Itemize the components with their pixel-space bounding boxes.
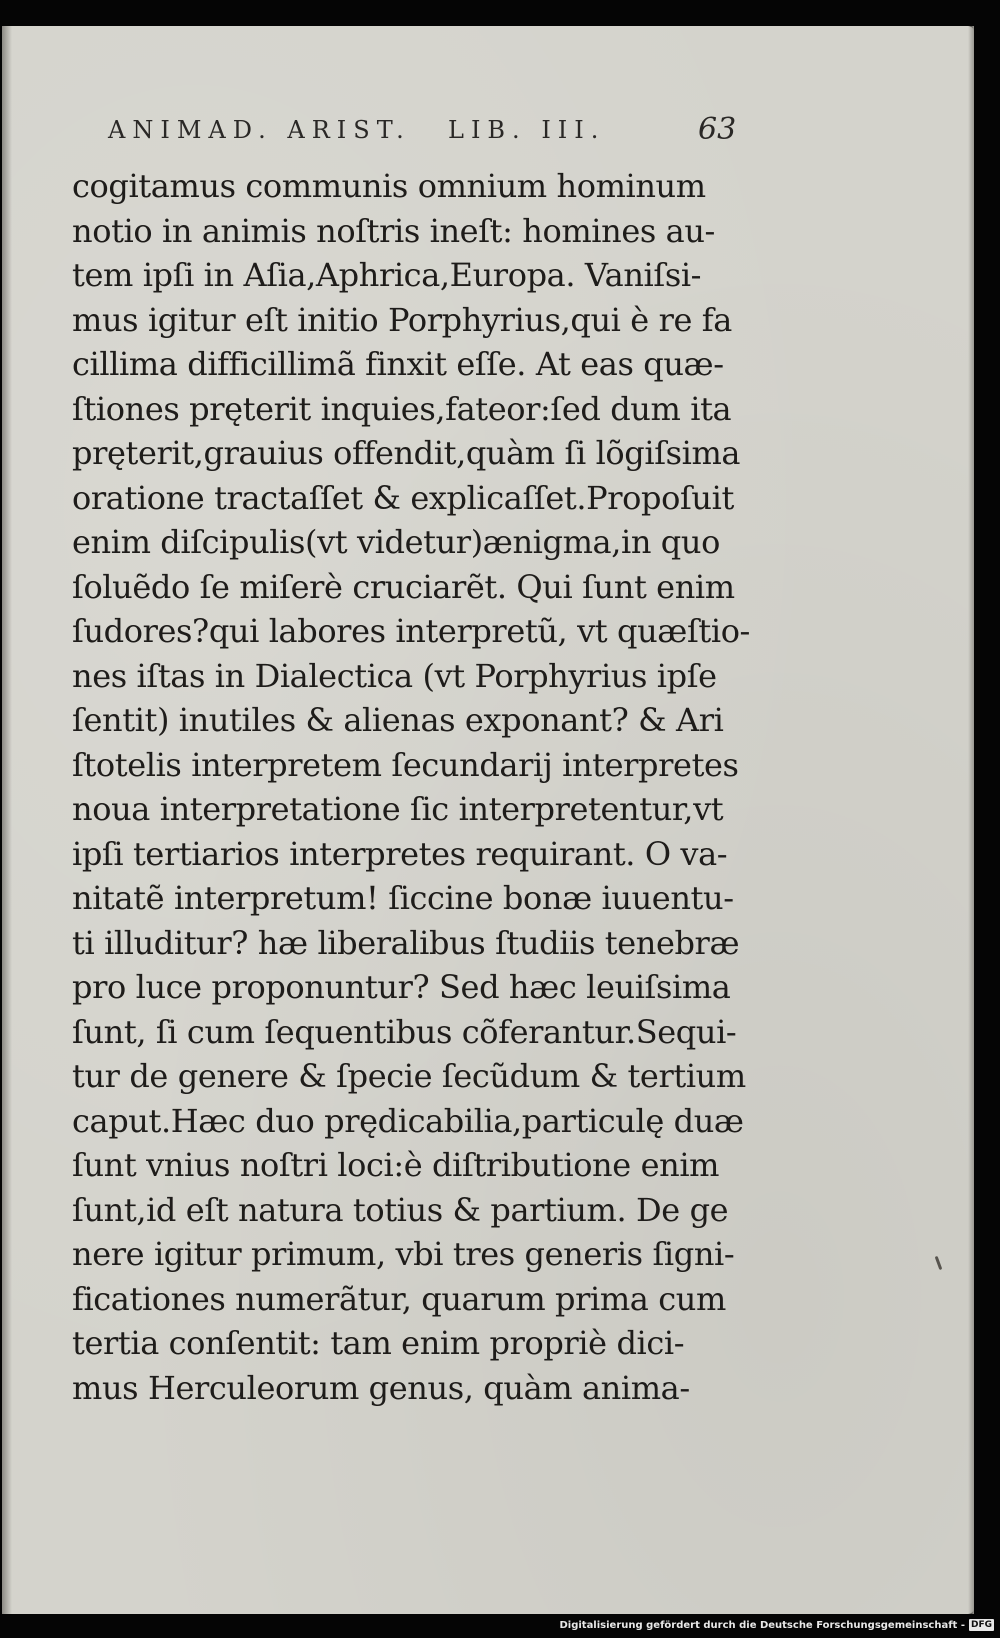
text-line: ti illuditur? hæ liberalibus ſtudiis tenebræ: [72, 923, 740, 962]
running-head-title: ANIMAD. ARIST.: [108, 116, 411, 144]
text-line: caput.Hæc duo prędicabilia,particulę duæ: [72, 1101, 744, 1140]
text-line: tem ipſi in Aſia,Aphrica,Europa. Vaniſsi-: [72, 256, 702, 294]
text-line: pro luce proponuntur? Sed hæc leuiſsima: [72, 968, 731, 1006]
book-page: [2, 26, 974, 1614]
text-line: ſunt vnius noſtri loci:è diſtributione enim: [72, 1146, 720, 1184]
text-line: tur de genere & ſpecie ſecũdum & tertium: [72, 1057, 746, 1095]
text-line: ſudores?qui labores interpretũ, vt quæſtio-: [72, 612, 750, 650]
text-line: nere igitur primum, vbi tres generis ſigni-: [72, 1235, 735, 1273]
text-line: cogitamus communis omnium hominum: [72, 167, 706, 205]
text-line: enim diſcipulis(vt videtur)ænigma,in quo: [72, 523, 720, 561]
text-line: noua interpretatione ſic interpretentur,vt: [72, 790, 724, 828]
text-line: ſoluẽdo ſe miſerè cruciarẽt. Qui ſunt enim: [72, 567, 735, 606]
running-head-book: LIB. III.: [448, 116, 606, 144]
text-line: pręterit,grauius offendit,quàm ſi lõgiſsima: [72, 434, 741, 472]
text-line: ſentit) inutiles & alienas exponant? & Ari: [72, 701, 724, 739]
text-line: ſunt,id eſt natura totius & partium. De ge: [72, 1190, 729, 1229]
digitization-credit: [559, 1618, 994, 1632]
running-head: [108, 112, 748, 148]
page-right-edge-shadow: [968, 26, 974, 1614]
page-left-edge-shadow: [2, 26, 12, 1614]
body-text: [72, 164, 772, 1407]
text-line: ipſi tertiarios interpretes requirant. O va-: [72, 834, 728, 873]
credit-text: Digitalisierung gefördert durch die Deutsche Forschungsgemeinschaft -: [559, 1619, 965, 1631]
text-line: nitatẽ interpretum! ſiccine bonæ iuuentu-: [72, 879, 734, 917]
text-line: nes iſtas in Dialectica (vt Porphyrius ipſe: [72, 656, 717, 695]
text-line: ſunt, ſi cum ſequentibus cõferantur.Sequi-: [72, 1012, 737, 1051]
text-line: cillima difficillimã finxit eſſe. At eas quæ-: [72, 345, 724, 383]
text-line: mus igitur eſt initio Porphyrius,qui è re fa: [72, 300, 732, 339]
ink-speck: [935, 1256, 943, 1270]
text-line: ſtotelis interpretem ſecundarij interpretes: [72, 745, 739, 784]
text-line: ſtiones pręterit inquies,fateor:ſed dum ita: [72, 389, 732, 428]
text-line: notio in animis noſtris ineſt: homines au-: [72, 211, 715, 250]
text-line: mus Herculeorum genus, quàm anima-: [72, 1368, 690, 1407]
text-line: oratione tractaſſet & explicaſſet.Propoſuit: [72, 478, 734, 517]
page-number: 63: [698, 112, 737, 147]
text-line: tertia conſentit: tam enim propriè dici-: [72, 1324, 685, 1362]
text-line: ficationes numerãtur, quarum prima cum: [72, 1279, 726, 1318]
dfg-logo: DFG: [970, 1620, 992, 1630]
